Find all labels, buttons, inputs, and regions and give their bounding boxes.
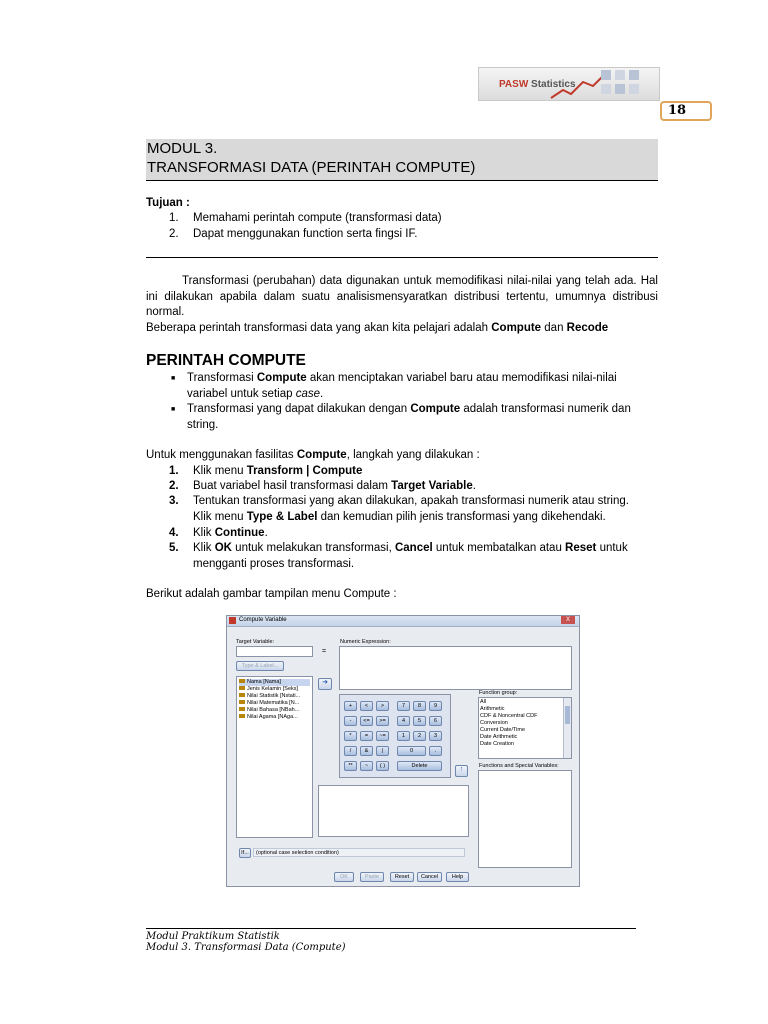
scrollbar[interactable] — [563, 698, 571, 758]
divider — [146, 257, 658, 258]
step-4: Klik Continue. — [193, 527, 268, 539]
pasw-statistics-logo — [478, 67, 660, 101]
step-number: 2. — [169, 480, 179, 492]
intro-paragraph-2: Beberapa perintah transformasi data yang akan kita pelajari adalah Compute dan Recode — [146, 322, 609, 334]
intro-paragraph: Transformasi (perubahan) data digunakan untuk memodifikasi nilai-nilai yang telah ada. Hal ini dilakukan apabila dalam suatu analisismensyaratkan distribusi tertentu, umumnya distribusi normal. — [146, 275, 658, 318]
key-multiply[interactable]: * — [344, 731, 357, 741]
list-item[interactable]: Jenis Kelamin [Seks] — [239, 686, 310, 693]
key-or[interactable]: | — [376, 746, 389, 756]
step-1: Klik menu Transform | Compute — [193, 465, 363, 477]
calculator-pad — [339, 694, 451, 778]
step-number: 5. — [169, 542, 179, 554]
key-minus[interactable]: - — [344, 716, 357, 726]
scale-var-icon — [239, 714, 245, 718]
logo-text: PASW Statistics — [499, 79, 576, 90]
key-plus[interactable]: + — [344, 701, 357, 711]
step-number: 1. — [169, 465, 179, 477]
delete-button[interactable]: Delete — [397, 761, 442, 771]
key-5[interactable]: 5 — [413, 716, 426, 726]
function-group-list[interactable] — [478, 697, 572, 759]
step-number: 3. — [169, 495, 179, 507]
key-9[interactable]: 9 — [429, 701, 442, 711]
key-greater-equal[interactable]: >= — [376, 716, 389, 726]
module-title — [146, 139, 658, 181]
list-item[interactable]: Current Date/Time — [480, 727, 526, 733]
key-and[interactable]: & — [360, 746, 373, 756]
list-item[interactable]: Conversion — [480, 720, 508, 726]
bullet-item: ■ Transformasi yang dapat dilakukan dengan Compute adalah transformasi numerik dan string. — [171, 403, 631, 431]
page-number: 18 — [660, 101, 712, 121]
footer-line-1: Modul Praktikum Statistik — [146, 931, 280, 942]
step-5: Klik OK untuk melakukan transformasi, Cancel untuk membatalkan atau Reset untuk mengganti proses transformasi. — [193, 542, 628, 570]
function-description — [318, 785, 469, 837]
dialog-titlebar — [227, 616, 579, 627]
if-button[interactable]: If... — [239, 848, 251, 858]
key-1[interactable]: 1 — [397, 731, 410, 741]
key-4[interactable]: 4 — [397, 716, 410, 726]
scale-var-icon — [239, 693, 245, 697]
logo-blocks-icon — [601, 70, 655, 98]
scale-var-icon — [239, 700, 245, 704]
key-decimal[interactable]: . — [429, 746, 442, 756]
key-3[interactable]: 3 — [429, 731, 442, 741]
list-item[interactable]: Nama [Nama] — [239, 679, 310, 686]
list-item[interactable]: Arithmetic — [480, 706, 505, 712]
target-variable-label: Target Variable: — [236, 639, 275, 645]
list-item[interactable]: All — [480, 699, 487, 705]
list-item[interactable]: Nilai Bahasa [NBah... — [239, 707, 310, 714]
list-item[interactable]: Nilai Agama [NAga... — [239, 714, 310, 721]
scrollbar-thumb[interactable] — [565, 706, 570, 724]
type-label-button[interactable]: Type & Label... — [236, 661, 284, 671]
list-item[interactable]: Nilai Statistik [Nstati... — [239, 693, 310, 700]
scale-var-icon — [239, 707, 245, 711]
list-item[interactable]: Date Arithmetic — [480, 734, 518, 740]
cancel-button[interactable]: Cancel — [417, 872, 442, 882]
footer-divider — [146, 928, 636, 929]
tujuan-num-1: 1. — [169, 212, 179, 224]
key-less-equal[interactable]: <= — [360, 716, 373, 726]
tujuan-heading: Tujuan : — [146, 197, 190, 209]
title-line-2: TRANSFORMASI DATA (PERINTAH COMPUTE) — [147, 159, 476, 176]
function-group-label: Function group: — [479, 690, 518, 696]
close-icon[interactable]: X — [561, 616, 575, 624]
help-button[interactable]: Help — [446, 872, 469, 882]
key-less[interactable]: < — [360, 701, 373, 711]
tujuan-num-2: 2. — [169, 228, 179, 240]
key-2[interactable]: 2 — [413, 731, 426, 741]
footer-line-2: Modul 3. Transformasi Data (Compute) — [146, 942, 346, 953]
key-not[interactable]: ~ — [360, 761, 373, 771]
numeric-expression-label: Numeric Expression: — [340, 639, 391, 645]
bullet-icon: ■ — [171, 375, 176, 382]
list-item[interactable]: Date Creation — [480, 741, 514, 747]
chart-arrow-icon — [549, 72, 609, 100]
compute-variable-dialog — [226, 615, 580, 887]
key-not-equal[interactable]: ~= — [376, 731, 389, 741]
key-parentheses[interactable]: ( ) — [376, 761, 389, 771]
insert-function-button[interactable]: ↑ — [455, 765, 468, 777]
dialog-title: Compute Variable — [239, 617, 287, 623]
bullet-icon: ■ — [171, 406, 176, 413]
move-arrow-button[interactable]: ➜ — [318, 678, 332, 690]
section-heading: PERINTAH COMPUTE — [146, 352, 306, 369]
figure-caption: Berikut adalah gambar tampilan menu Compute : — [146, 588, 397, 600]
list-item[interactable]: CDF & Noncentral CDF — [480, 713, 538, 719]
app-icon — [229, 617, 236, 624]
step-3: Tentukan transformasi yang akan dilakukan, apakah transformasi numerik atau string. Klik menu Type & Label dan kemudian pilih jenis transformasi yang dikehendaki. — [193, 495, 629, 523]
key-greater[interactable]: > — [376, 701, 389, 711]
reset-button[interactable]: Reset — [390, 872, 414, 882]
string-var-icon — [239, 679, 245, 683]
paste-button[interactable]: Paste — [360, 872, 384, 882]
variable-list[interactable] — [236, 676, 313, 838]
string-var-icon — [239, 686, 245, 690]
key-0[interactable]: 0 — [397, 746, 426, 756]
ok-button[interactable]: OK — [334, 872, 354, 882]
steps-intro: Untuk menggunakan fasilitas Compute, langkah yang dilakukan : — [146, 449, 480, 461]
if-condition-field: (optional case selection condition) — [253, 848, 465, 857]
key-6[interactable]: 6 — [429, 716, 442, 726]
tujuan-item-2: Dapat menggunakan function serta fingsi IF. — [193, 228, 418, 240]
step-number: 4. — [169, 527, 179, 539]
key-power[interactable]: ** — [344, 761, 357, 771]
list-item[interactable]: Nilai Matematika [N... — [239, 700, 310, 707]
bullet-item: ■ Transformasi Compute akan menciptakan variabel baru atau memodifikasi nilai-nilai variabel untuk setiap case. — [171, 372, 617, 400]
target-variable-input[interactable] — [236, 646, 313, 657]
functions-label: Functions and Special Variables: — [479, 763, 559, 769]
key-8[interactable]: 8 — [413, 701, 426, 711]
title-line-1: MODUL 3. — [147, 140, 218, 157]
step-2: Buat variabel hasil transformasi dalam Target Variable. — [193, 480, 476, 492]
key-equal[interactable]: = — [360, 731, 373, 741]
key-divide[interactable]: / — [344, 746, 357, 756]
numeric-expression-input[interactable] — [339, 646, 572, 690]
key-7[interactable]: 7 — [397, 701, 410, 711]
tujuan-item-1: Memahami perintah compute (transformasi data) — [193, 212, 442, 224]
equals-sign: = — [322, 648, 327, 655]
functions-list[interactable] — [478, 770, 572, 868]
